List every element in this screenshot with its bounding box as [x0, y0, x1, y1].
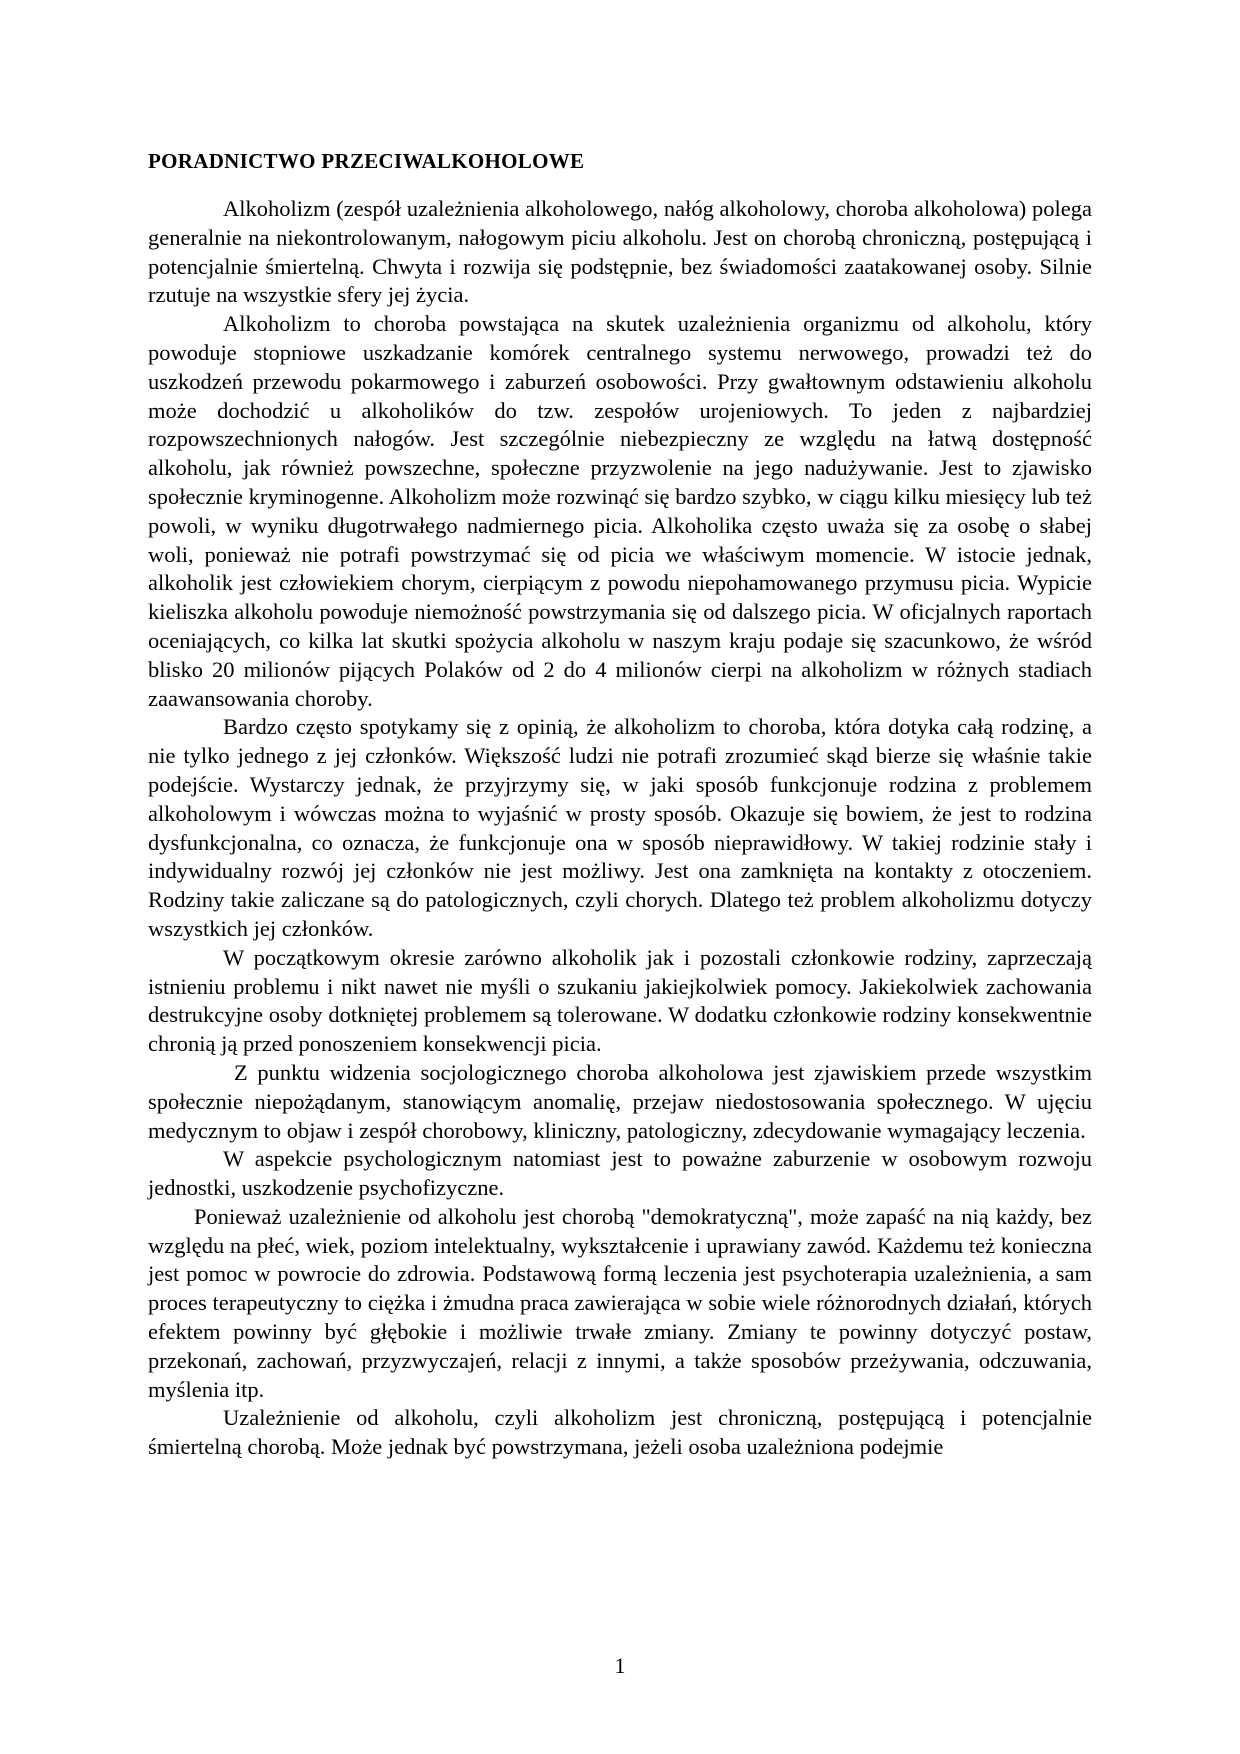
paragraph-3: Bardzo często spotykamy się z opinią, że alkoholizm to choroba, która dotyka całą rodzinę, a nie tylko jednego z jej członków. Większość ludzi nie potrafi zrozumieć skąd bierze się właśnie takie podejście. Wystarczy jednak, że przyjrzymy się, w jaki sposób funkcjonuje rodzina z problemem alkoholowym i wówczas można to wyjaśnić w prosty sposób. Okazuje się bowiem, że jest to rodzina dysfunkcjonalna, co oznacza, że funkcjonuje ona w sposób nieprawidłowy. W takiej rodzinie stały i indywidualny rozwój jej członków nie jest możliwy. Jest ona zamknięta na kontakty z otoczeniem. Rodziny takie zaliczane są do patologicznych, czyli chorych. Dlatego też problem alkoholizmu dotyczy wszystkich jej członków. — [148, 714, 1092, 941]
page-number: 1 — [614, 1653, 626, 1678]
document-body — [148, 147, 1092, 1462]
paragraph-8: Uzależnienie od alkoholu, czyli alkoholizm jest chroniczną, postępującą i potencjalnie śmiertelną chorobą. Może jednak być powstrzymana, jeżeli osoba uzależniona podejmie — [148, 1405, 1092, 1460]
paragraph-6: W aspekcie psychologicznym natomiast jest to poważne zaburzenie w osobowym rozwoju jednostki, uszkodzenie psychofizyczne. — [148, 1146, 1092, 1201]
paragraph-1: Alkoholizm (zespół uzależnienia alkoholowego, nałóg alkoholowy, choroba alkoholowa) polega generalnie na niekontrolowanym, nałogowym piciu alkoholu. Jest on chorobą chroniczną, postępującą i potencjalnie śmiertelną. Chwyta i rozwija się podstępnie, bez świadomości zaatakowanej osoby. Silnie rzutuje na wszystkie sfery jej życia. — [148, 196, 1092, 308]
paragraph-4: W początkowym okresie zarówno alkoholik jak i pozostali członkowie rodziny, zaprzeczają istnieniu problemu i nikt nawet nie myśli o szukaniu jakiejkolwiek pomocy. Jakiekolwiek zachowania destrukcyjne osoby dotkniętej problemem są tolerowane. W dodatku członkowie rodziny konsekwentnie chronią ją przed ponoszeniem konsekwencji picia. — [148, 944, 1092, 1057]
paragraph-5: Z punktu widzenia socjologicznego choroba alkoholowa jest zjawiskiem przede wszystkim społecznie niepożądanym, stanowiącym anomalię, przejaw niedostosowania społecznego. W ujęciu medycznym to objaw i zespół chorobowy, kliniczny, patologiczny, zdecydowanie wymagający leczenia. — [148, 1059, 1092, 1143]
document-title: PORADNICTWO PRZECIWALKOHOLOWE — [148, 149, 585, 173]
paragraph-2: Alkoholizm to choroba powstająca na skutek uzależnienia organizmu od alkoholu, który powoduje stopniowe uszkadzanie komórek centralnego systemu nerwowego, prowadzi też do uszkodzeń przewodu pokarmowego i zaburzeń osobowości. Przy gwałtownym odstawieniu alkoholu może dochodzić u alkoholików do tzw. zespołów urojeniowych. To jeden z najbardziej rozpowszechnionych nałogów. Jest szczególnie niebezpieczny ze względu na łatwą dostępność alkoholu, jak również powszechne, społeczne przyzwolenie na jego nadużywanie. Jest to zjawisko społecznie kryminogenne. Alkoholizm może rozwinąć się bardzo szybko, w ciągu kilku miesięcy lub też powoli, w wyniku długotrwałego nadmiernego picia. Alkoholika często uważa się za osobę o słabej woli, ponieważ nie potrafi powstrzymać się od picia we właściwym momencie. W istocie jednak, alkoholik jest człowiekiem chorym, cierpiącym z powodu niepohamowanego przymusu picia. Wypicie kieliszka alkoholu powoduje niemożność powstrzymania się od dalszego picia. W oficjalnych raportach oceniających, co kilka lat skutki spożycia alkoholu w naszym kraju podaje się szacunkowo, że wśród blisko 20 milionów pijących Polaków od 2 do 4 milionów cierpi na alkoholizm w różnych stadiach zaawansowania choroby. — [148, 311, 1092, 711]
paragraph-7: Ponieważ uzależnienie od alkoholu jest chorobą "demokratyczną", może zapaść na nią każdy, bez względu na płeć, wiek, poziom intelektualny, wykształcenie i uprawiany zawód. Każdemu też konieczna jest pomoc w powrocie do zdrowia. Podstawową formą leczenia jest psychoterapia uzależnienia, a sam proces terapeutyczny to ciężka i żmudna praca zawierająca w sobie wiele różnorodnych działań, których efektem powinny być głębokie i możliwie trwałe zmiany. Zmiany te powinny dotyczyć postaw, przekonań, zachowań, przyzwyczajeń, relacji z innymi, a także sposobów przeżywania, odczuwania, myślenia itp. — [148, 1203, 1092, 1402]
